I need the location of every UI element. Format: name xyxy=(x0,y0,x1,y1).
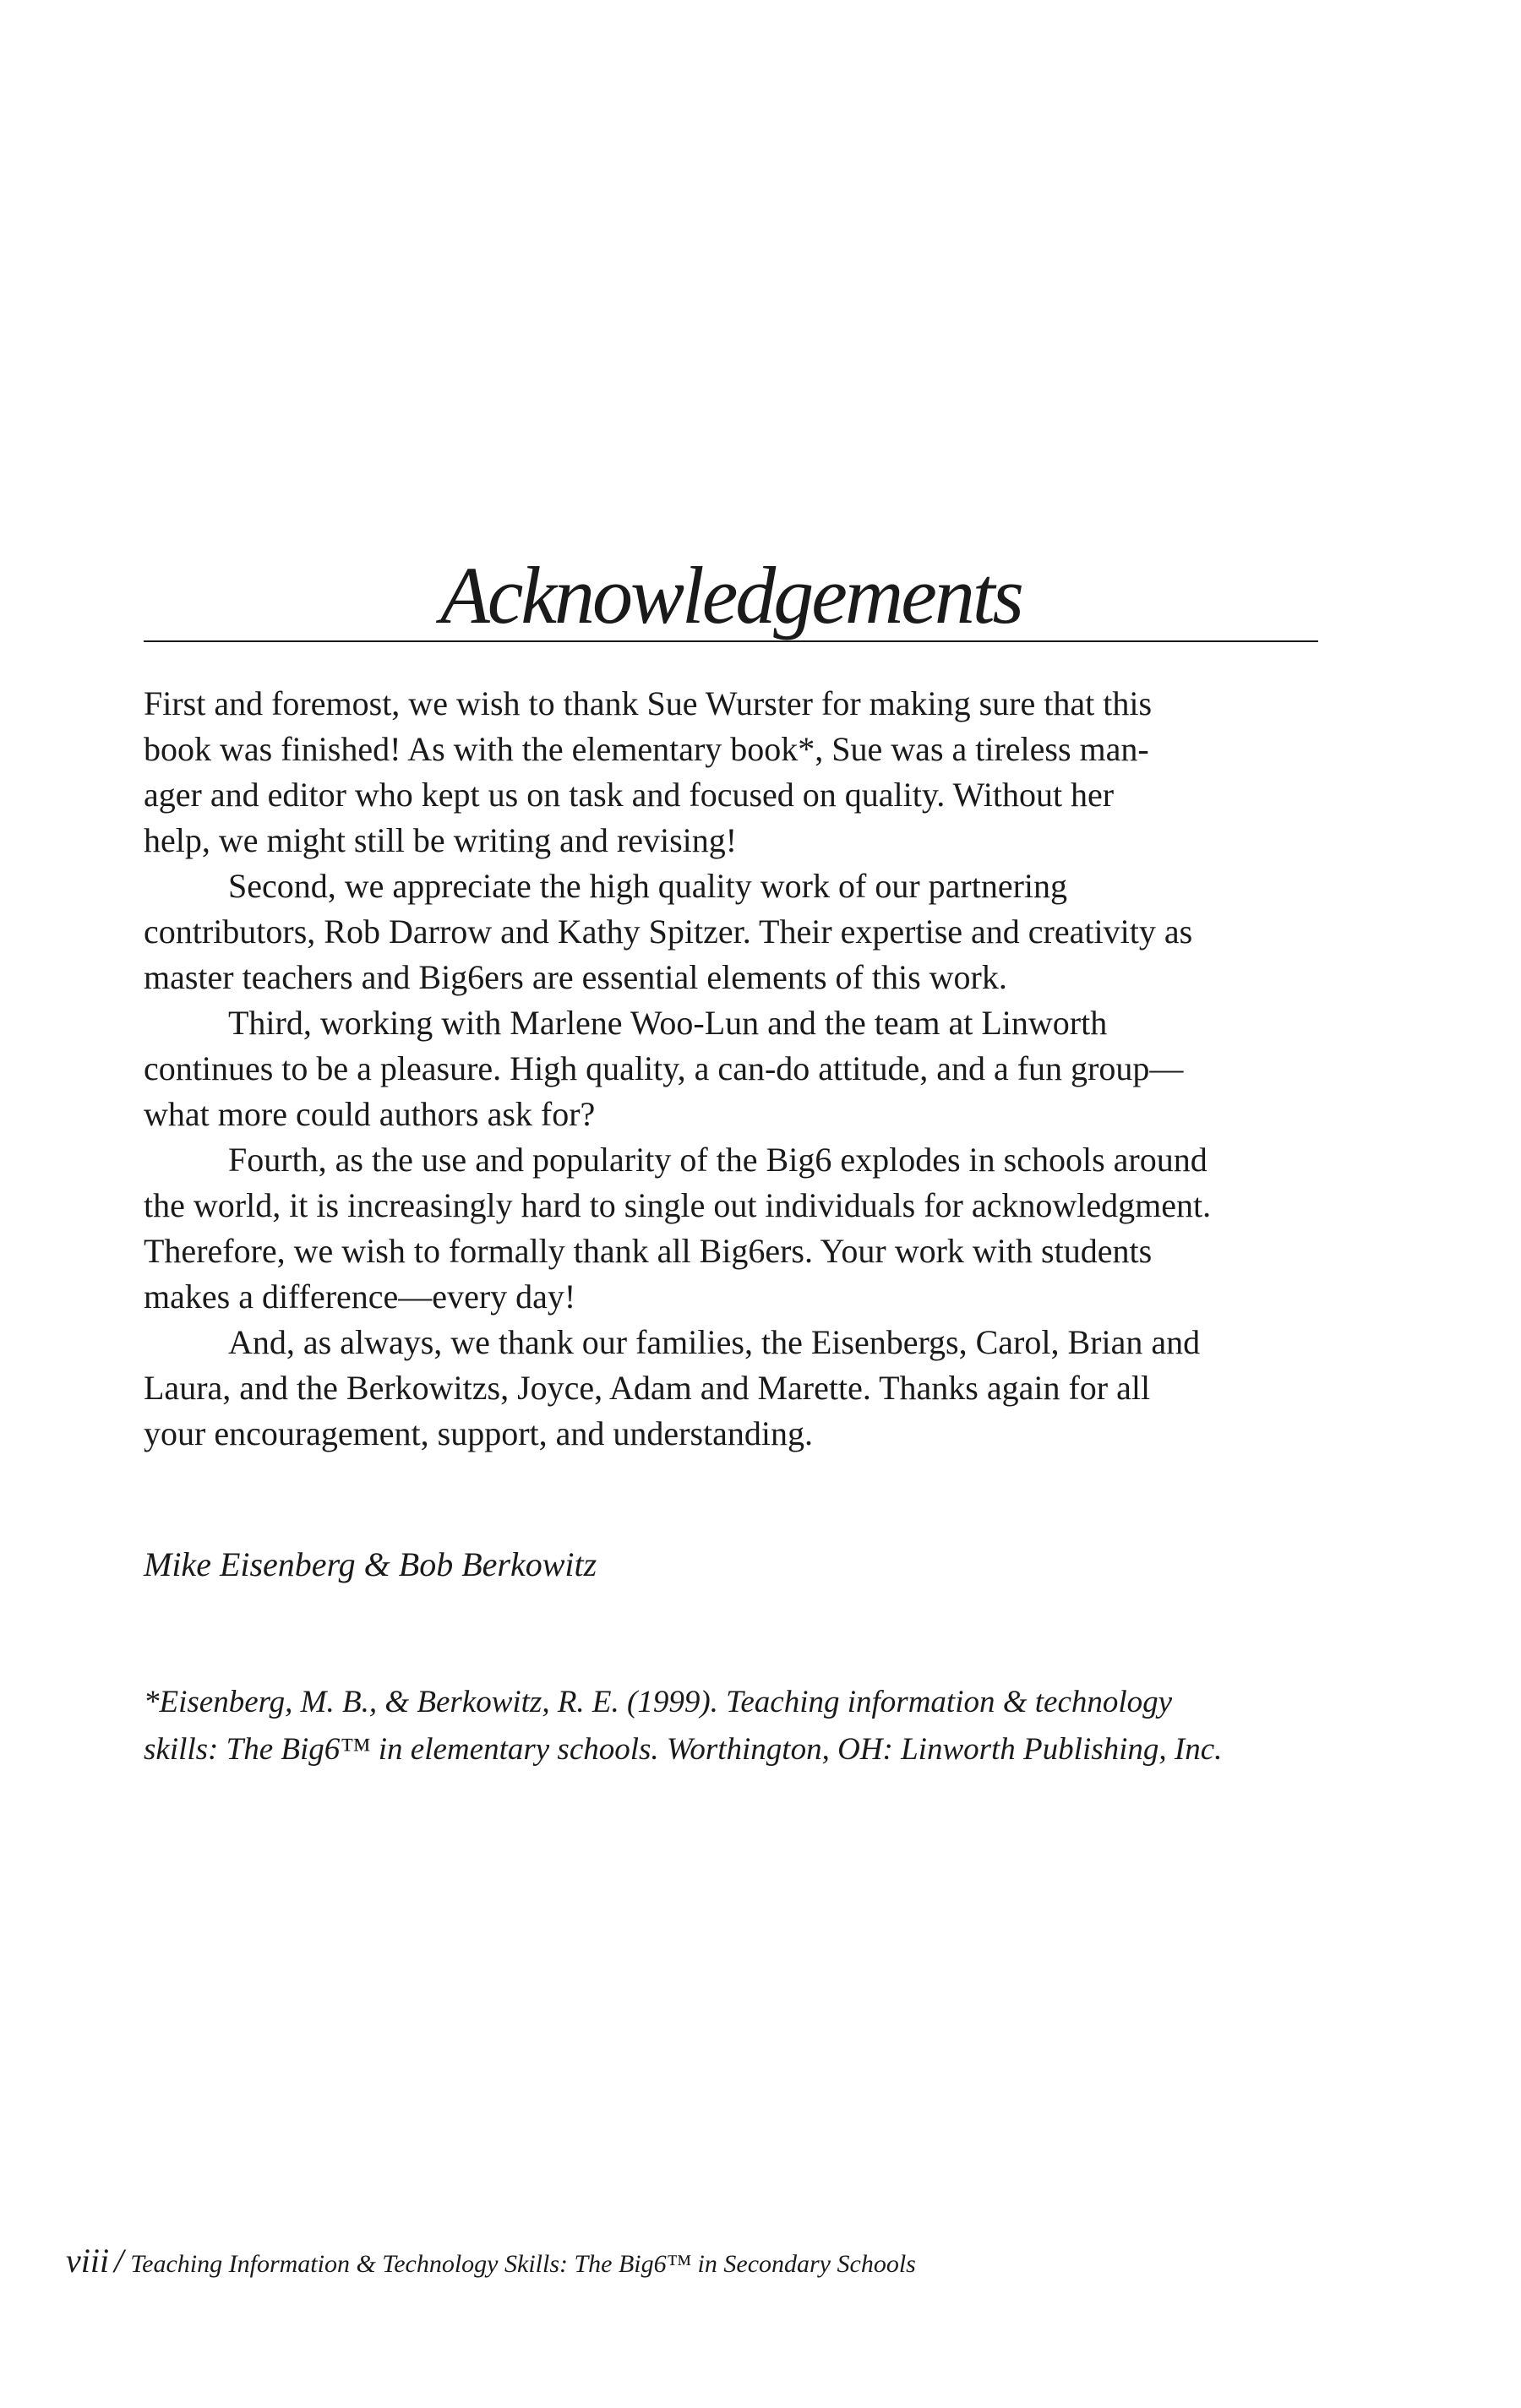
footnote xyxy=(144,1679,1222,1773)
paragraph-3 xyxy=(144,1000,1320,1137)
paragraph-line: continues to be a pleasure. High quality, a can-do attitude, and a fun group— xyxy=(144,1049,1184,1087)
title-block xyxy=(144,550,1318,642)
paragraph-line: Third, working with Marlene Woo-Lun and the team at Linworth xyxy=(228,1004,1108,1042)
paragraph-line: ager and editor who kept us on task and focused on quality. Without her xyxy=(144,776,1115,814)
page-title: Acknowledgements xyxy=(440,550,1022,640)
paragraph-line: First and foremost, we wish to thank Sue Wurster for making sure that this xyxy=(144,684,1153,722)
paragraph-line: your encouragement, support, and understanding. xyxy=(144,1414,814,1452)
paragraph-4 xyxy=(144,1137,1320,1320)
running-book-title: Teaching Information & Technology Skills: The Big6™ in Secondary Schools xyxy=(130,2250,916,2278)
page-footer xyxy=(66,2241,916,2280)
paragraph-line: contributors, Rob Darrow and Kathy Spitzer. Their expertise and creativity as xyxy=(144,913,1193,951)
page-number: viii xyxy=(66,2242,110,2280)
paragraph-line: book was finished! As with the elementary book*, Sue was a tireless man- xyxy=(144,730,1149,768)
footer-separator: / xyxy=(114,2242,124,2280)
footnote-line: *Eisenberg, M. B., & Berkowitz, R. E. (1999). Teaching information & technology xyxy=(144,1685,1173,1719)
paragraph-line: makes a difference—every day! xyxy=(144,1278,576,1316)
paragraph-line: And, as always, we thank our families, the Eisenbergs, Carol, Brian and xyxy=(228,1323,1201,1361)
paragraph-1 xyxy=(144,681,1320,864)
title-rule xyxy=(144,640,1318,642)
paragraph-line: Fourth, as the use and popularity of the Big6 explodes in schools around xyxy=(228,1141,1208,1179)
paragraph-5 xyxy=(144,1320,1320,1457)
paragraph-line: help, we might still be writing and revising! xyxy=(144,821,738,859)
author-signature: Mike Eisenberg & Bob Berkowitz xyxy=(144,1545,597,1583)
paragraph-2 xyxy=(144,864,1320,1000)
paragraph-line: Second, we appreciate the high quality work of our partnering xyxy=(228,867,1068,905)
acknowledgements-body xyxy=(144,681,1320,1457)
footnote-line: skills: The Big6™ in elementary schools. Worthington, OH: Linworth Publishing, Inc. xyxy=(144,1732,1223,1767)
paragraph-line: Laura, and the Berkowitzs, Joyce, Adam and Marette. Thanks again for all xyxy=(144,1369,1151,1407)
paragraph-line: Therefore, we wish to formally thank all Big6ers. Your work with students xyxy=(144,1232,1153,1270)
paragraph-line: what more could authors ask for? xyxy=(144,1095,596,1133)
paragraph-line: the world, it is increasingly hard to single out individuals for acknowledgment. xyxy=(144,1186,1212,1224)
paragraph-line: master teachers and Big6ers are essential elements of this work. xyxy=(144,958,1007,996)
